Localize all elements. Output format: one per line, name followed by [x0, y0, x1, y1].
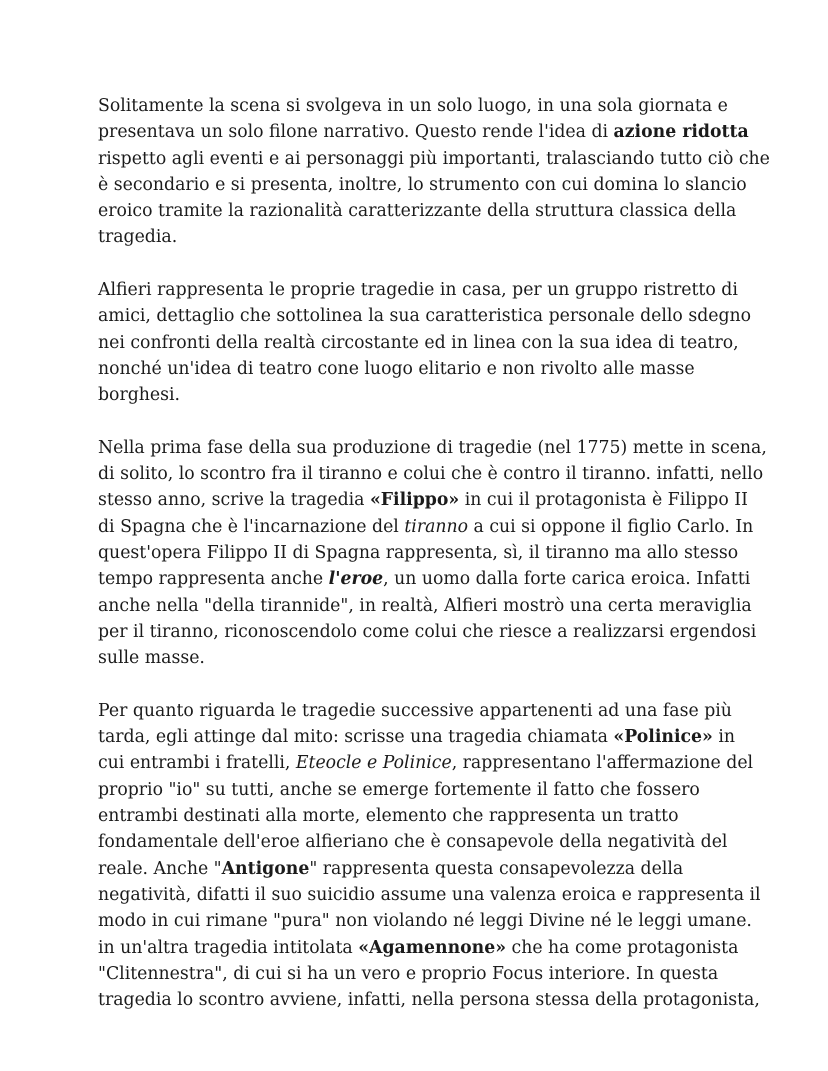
text-run: tragedia.	[98, 227, 178, 248]
text-run: quest'opera Filippo II di Spagna rappresenta, sì, il tiranno ma allo stesso	[98, 543, 739, 564]
text-line	[98, 698, 738, 724]
text-line	[98, 803, 738, 829]
paragraph-4	[98, 698, 761, 1014]
text-run: in	[712, 727, 735, 748]
text-line	[98, 461, 764, 487]
text-line	[98, 330, 738, 356]
text-line	[98, 645, 738, 671]
text-run: di Spagna che è l'incarnazione del	[98, 516, 405, 537]
text-run: tempo rappresenta anche	[98, 569, 329, 590]
text-run: amici, dettaglio che sottolinea la sua caratteristica personale dello sdegno	[98, 306, 752, 327]
text-run: Solitamente la scena si svolgeva in un solo luogo, in una sola giornata e	[98, 96, 728, 116]
text-run: reale. Anche "	[98, 858, 222, 879]
text-line	[98, 146, 770, 172]
bold-text: azione ridotta	[613, 122, 749, 143]
text-run: Per quanto riguarda le tragedie successive appartenenti ad una fase più	[98, 700, 732, 721]
text-run: sulle masse.	[98, 648, 205, 669]
text-run: proprio "io" su tutti, anche se emerge fortemente il fatto che fossero	[98, 779, 700, 800]
text-line	[98, 777, 738, 803]
text-line	[98, 961, 738, 987]
text-line	[98, 750, 754, 776]
text-line	[98, 724, 738, 750]
bold-text: «Filippo»	[369, 490, 460, 511]
text-run: cui entrambi i fratelli,	[98, 753, 296, 774]
text-line	[98, 303, 752, 329]
text-run: anche nella "della tirannide", in realtà, Alfieri mostrò una certa meraviglia	[98, 595, 752, 616]
text-run: rispetto agli eventi e ai personaggi più importanti, tralasciando tutto ciò che	[98, 148, 770, 169]
text-run: Alfieri rappresenta le proprie tragedie in casa, per un gruppo ristretto di	[98, 280, 738, 301]
bold-text: «Polinice»	[613, 727, 713, 748]
italic-text: tiranno	[404, 516, 469, 537]
text-line	[98, 119, 749, 145]
text-run: nonché un'idea di teatro cone luogo elitario e non rivolto alle masse	[98, 358, 695, 379]
text-line	[98, 487, 748, 513]
paragraph-2	[98, 277, 752, 408]
text-run: in un'altra tragedia intitolata	[98, 937, 359, 958]
bold-text: «Agamennone»	[358, 937, 507, 958]
text-run: , rappresentano l'affermazione del	[451, 753, 754, 774]
text-run: nei confronti della realtà circostante ed in linea con la sua idea di teatro,	[98, 332, 739, 353]
text-run: tragedia lo scontro avviene, infatti, nella persona stessa della protagonista,	[98, 990, 760, 1011]
text-run: fondamentale dell'eroe alfieriano che è consapevole della negatività del	[98, 832, 728, 853]
text-run: " rappresenta questa consapevolezza della	[309, 858, 684, 879]
text-run: a cui si oppone il figlio Carlo. In	[468, 516, 754, 537]
text-line	[98, 908, 752, 934]
document-page	[98, 93, 770, 1040]
text-run: per il tiranno, riconoscendolo come colui che riesce a realizzarsi ergendosi	[98, 621, 757, 642]
text-line	[98, 277, 738, 303]
text-run: , un uomo dalla forte carica eroica. Infatti	[383, 569, 751, 590]
text-run: di solito, lo scontro fra il tiranno e colui che è contro il tiranno. infatti, nello	[98, 464, 764, 485]
bold-text: Antigone	[221, 858, 310, 879]
text-run: "Clitennestra", di cui si ha un vero e proprio Focus interiore. In questa	[98, 963, 719, 984]
text-line	[98, 593, 752, 619]
text-line	[98, 540, 738, 566]
text-run: che ha come protagonista	[506, 937, 739, 958]
text-line	[98, 566, 751, 592]
text-line	[98, 856, 738, 882]
italic-text: Eteocle e Polinice	[295, 753, 452, 774]
text-run: borghesi.	[98, 385, 181, 406]
text-line	[98, 198, 738, 224]
text-line	[98, 619, 757, 645]
text-line	[98, 172, 747, 198]
text-line	[98, 382, 738, 408]
text-run: entrambi destinati alla morte, elemento che rappresenta un tratto	[98, 806, 679, 827]
text-run: modo in cui rimane "pura" non violando né leggi Divine né le leggi umane.	[98, 911, 752, 932]
text-line	[98, 356, 738, 382]
text-run: eroico tramite la razionalità caratterizzante della struttura classica della	[98, 201, 737, 222]
text-line	[98, 514, 754, 540]
paragraph-3	[98, 435, 767, 672]
text-line	[98, 829, 738, 855]
text-line	[98, 987, 760, 1013]
text-line	[98, 224, 738, 250]
text-run: tarda, egli attinge dal mito: scrisse una tragedia chiamata	[98, 727, 614, 748]
paragraph-1	[98, 93, 770, 251]
bold-italic-text: l'eroe	[328, 569, 384, 590]
text-run: è secondario e si presenta, inoltre, lo strumento con cui domina lo slancio	[98, 174, 747, 195]
text-run: Nella prima fase della sua produzione di tragedie (nel 1775) mette in scena,	[98, 437, 767, 458]
text-line	[98, 93, 738, 119]
text-run: in cui il protagonista è Filippo II	[459, 490, 748, 511]
text-line	[98, 935, 738, 961]
text-run: negatività, difatti il suo suicidio assume una valenza eroica e rappresenta il	[98, 884, 761, 905]
text-run: presentava un solo filone narrativo. Questo rende l'idea di	[98, 122, 614, 143]
text-run: stesso anno, scrive la tragedia	[98, 490, 370, 511]
text-line	[98, 882, 761, 908]
text-line	[98, 435, 767, 461]
